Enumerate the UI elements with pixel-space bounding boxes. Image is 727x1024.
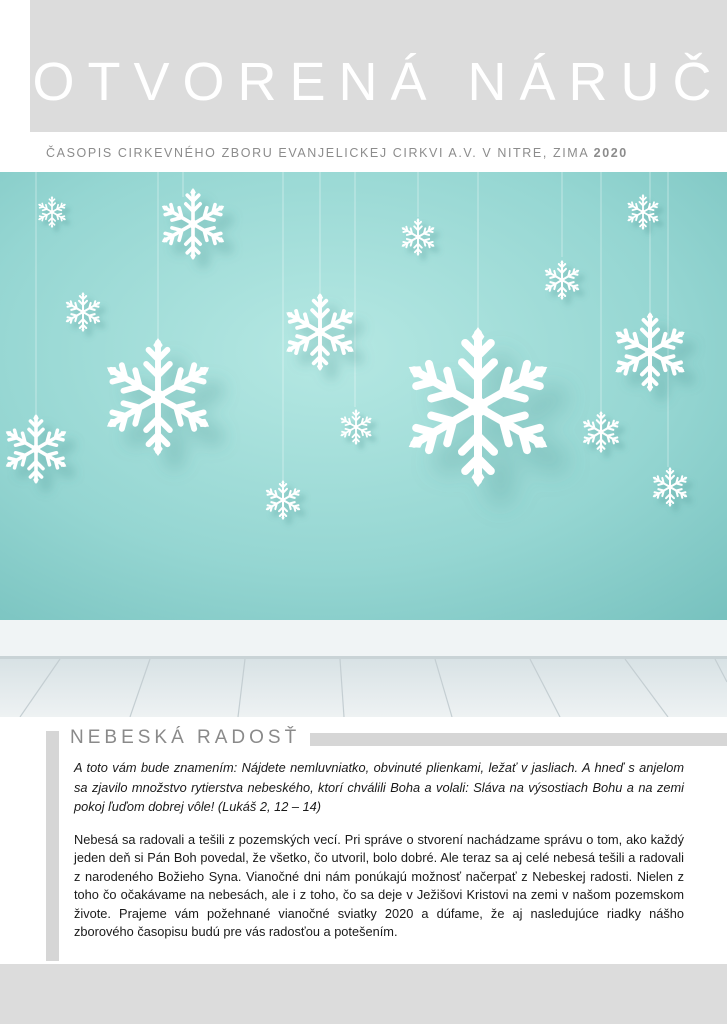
article-side-bar — [46, 731, 59, 961]
hero-image — [0, 172, 727, 717]
masthead — [30, 0, 727, 132]
baseboard — [0, 620, 727, 658]
subtitle-year: 2020 — [593, 146, 628, 160]
floor — [0, 659, 727, 717]
section-title-rule — [310, 733, 727, 746]
wall — [0, 172, 727, 622]
bible-quote: A toto vám bude znamením: Nájdete nemluvniatko, obvinuté plienkami, ležať v jasliach. A hneď s anjelom sa zjavilo množstvo rytierstva nebeského, ktorí chválili Boha a volali: Sláva na výsostiach Bohu a na zemi pokoj ľuďom dobrej vôle! (Lukáš 2, 12 – 14) — [74, 760, 684, 814]
footer-bar — [0, 964, 727, 1024]
magazine-subtitle — [46, 146, 686, 160]
subtitle-text: ČASOPIS CIRKEVNÉHO ZBORU EVANJELICKEJ CIRKVI A.V. V NITRE, ZIMA — [46, 146, 589, 160]
article-title: NEBESKÁ RADOSŤ — [70, 727, 301, 748]
article-body: Nebesá sa radovali a tešili z pozemských vecí. Pri správe o stvorení nachádzame správu o tom, ako každý jeden deň si Pán Boh povedal, že všetko, čo utvoril, bolo dobré. Ale teraz sa aj celé nebesá tešili a radovali z narodeného Božieho Syna. Vianočné dni nám ponúkajú možnosť načerpať z Nebeskej radosti. Nielen z toho čo očakávame na nebesách, ale i z toho, čo sa deje v Ježišovi Kristovi na zemi v našom pozemskom živote. Prajeme vám požehnané vianočné sviatky 2020 a dúfame, že aj nasledujúce riadky nášho zborového časopisu budú pre vás radosťou a potešením. — [74, 832, 684, 940]
magazine-title: OTVORENÁ NÁRUČ — [32, 52, 725, 112]
